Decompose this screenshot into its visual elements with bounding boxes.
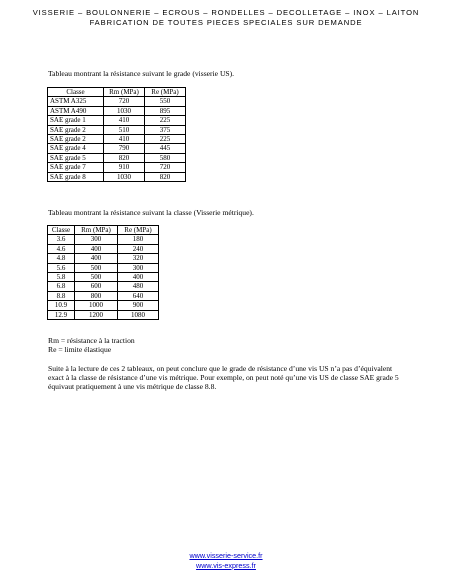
table-metric (47, 225, 159, 320)
cell-classe: SAE grade 2 (48, 125, 104, 134)
footer-link-vis-express[interactable]: www.vis-express.fr (196, 560, 256, 570)
table-metric-caption: Tableau montrant la résistance suivant la classe (Visserie métrique). (48, 208, 254, 217)
cell-rm: 300 (75, 235, 118, 244)
cell-rm: 500 (75, 263, 118, 272)
cell-rm: 1030 (104, 172, 145, 181)
cell-re: 240 (118, 244, 159, 253)
cell-rm: 800 (75, 291, 118, 300)
cell-classe: 4.8 (48, 254, 75, 263)
cell-rm: 790 (104, 144, 145, 153)
cell-re: 225 (145, 135, 186, 144)
table-row (48, 172, 186, 181)
table-us (47, 87, 186, 182)
cell-rm: 910 (104, 163, 145, 172)
cell-rm: 820 (104, 153, 145, 162)
cell-re: 895 (145, 106, 186, 115)
cell-classe: 12.9 (48, 310, 75, 319)
legend (48, 336, 135, 354)
cell-classe: ASTM A490 (48, 106, 104, 115)
cell-re: 580 (145, 153, 186, 162)
cell-rm: 410 (104, 135, 145, 144)
cell-classe: ASTM A325 (48, 97, 104, 106)
cell-rm: 500 (75, 273, 118, 282)
table-row (48, 244, 159, 253)
table-row (48, 135, 186, 144)
cell-rm: 400 (75, 254, 118, 263)
column-header: Rm (MPa) (104, 88, 145, 97)
cell-classe: 5.6 (48, 263, 75, 272)
cell-re: 640 (118, 291, 159, 300)
legend-rm: Rm = résistance à la traction (48, 336, 135, 345)
column-header: Re (MPa) (145, 88, 186, 97)
conclusion-paragraph: Suite à la lecture de ces 2 tableaux, on peut conclure que le grade de résistance d’une vis US n’a pas d’équivalent exact à la classe de résistance d’une vis métrique. Pour exemple, on peut noté qu’une vis US de classe SAE grade 5 équivaut pratiquement à une vis métrique de classe 8.8. (48, 364, 399, 392)
table-row (48, 125, 186, 134)
column-header: Classe (48, 88, 104, 97)
table-row (48, 254, 159, 263)
cell-re: 375 (145, 125, 186, 134)
cell-classe: 6.8 (48, 282, 75, 291)
table-row (48, 116, 186, 125)
cell-classe: 3.6 (48, 235, 75, 244)
cell-classe: SAE grade 7 (48, 163, 104, 172)
column-header: Re (MPa) (118, 226, 159, 235)
footer-link-visserie-service[interactable]: www.visserie-service.fr (189, 551, 263, 560)
cell-re: 225 (145, 116, 186, 125)
cell-classe: SAE grade 4 (48, 144, 104, 153)
table-row (48, 291, 159, 300)
cell-re: 320 (118, 254, 159, 263)
cell-rm: 600 (75, 282, 118, 291)
cell-re: 480 (118, 282, 159, 291)
cell-re: 550 (145, 97, 186, 106)
table-row (48, 310, 159, 319)
table-row (48, 163, 186, 172)
table-header-row (48, 226, 159, 235)
header-line-2: FABRICATION DE TOUTES PIECES SPECIALES SUR DEMANDE (89, 18, 363, 27)
column-header: Rm (MPa) (75, 226, 118, 235)
cell-rm: 510 (104, 125, 145, 134)
page-header (0, 8, 452, 28)
cell-re: 820 (145, 172, 186, 181)
cell-classe: SAE grade 5 (48, 153, 104, 162)
table-header-row (48, 88, 186, 97)
legend-re: Re = limite élastique (48, 345, 112, 355)
cell-re: 445 (145, 144, 186, 153)
table-row (48, 273, 159, 282)
cell-rm: 1030 (104, 106, 145, 115)
cell-re: 400 (118, 273, 159, 282)
cell-classe: 10.9 (48, 301, 75, 310)
cell-rm: 410 (104, 116, 145, 125)
cell-classe: SAE grade 8 (48, 172, 104, 181)
header-line-1: VISSERIE – BOULONNERIE – ECROUS – RONDELLES – DECOLLETAGE – INOX – LAITON (32, 8, 420, 17)
table-row (48, 282, 159, 291)
cell-rm: 720 (104, 97, 145, 106)
cell-classe: 5.8 (48, 273, 75, 282)
cell-re: 300 (118, 263, 159, 272)
table-row (48, 263, 159, 272)
table-row (48, 144, 186, 153)
column-header: Classe (48, 226, 75, 235)
table-row (48, 97, 186, 106)
table-us-caption: Tableau montrant la résistance suivant le grade (visserie US). (48, 69, 235, 78)
cell-rm: 1000 (75, 301, 118, 310)
page-footer (0, 551, 452, 570)
cell-re: 900 (118, 301, 159, 310)
cell-classe: SAE grade 1 (48, 116, 104, 125)
cell-re: 1080 (118, 310, 159, 319)
cell-classe: 8.8 (48, 291, 75, 300)
cell-classe: SAE grade 2 (48, 135, 104, 144)
cell-rm: 400 (75, 244, 118, 253)
cell-rm: 1200 (75, 310, 118, 319)
cell-classe: 4.6 (48, 244, 75, 253)
table-row (48, 106, 186, 115)
table-row (48, 301, 159, 310)
cell-re: 720 (145, 163, 186, 172)
cell-re: 180 (118, 235, 159, 244)
table-row (48, 153, 186, 162)
table-row (48, 235, 159, 244)
